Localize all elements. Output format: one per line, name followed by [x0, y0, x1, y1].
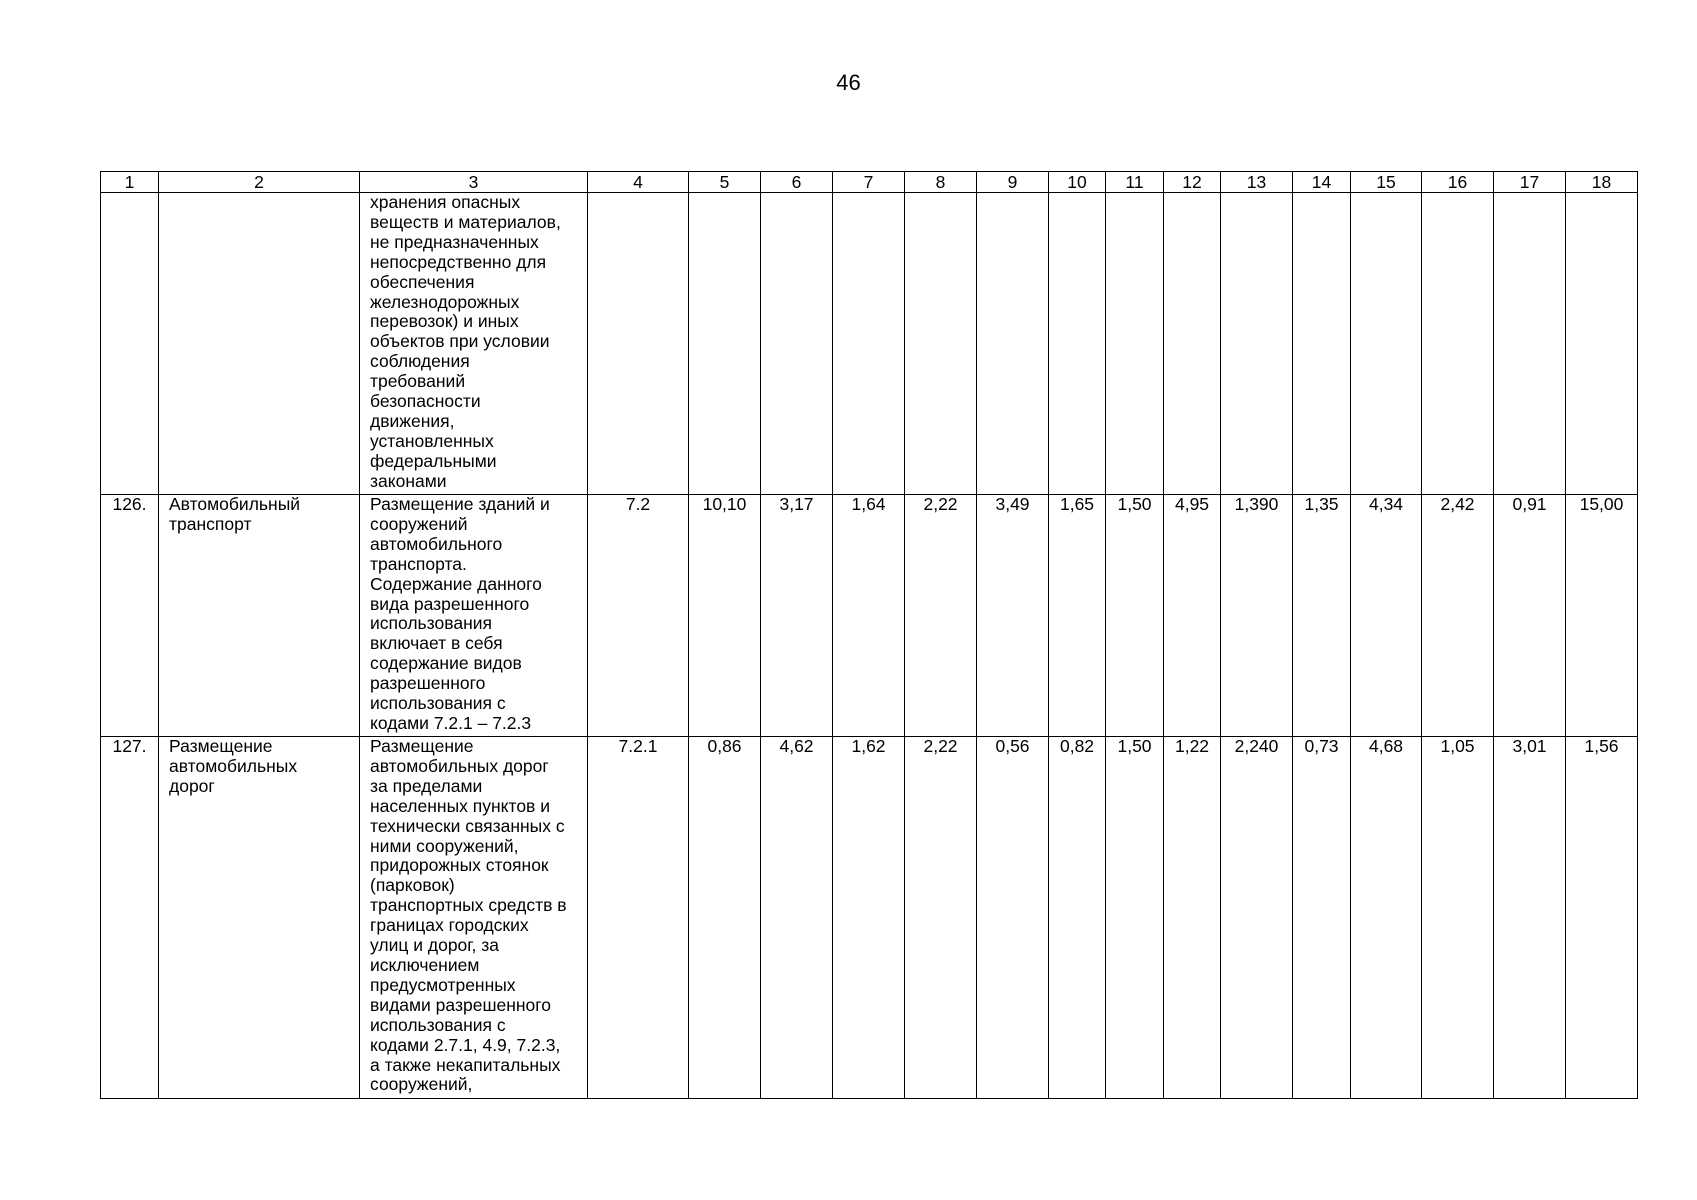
value-cell: 2,42	[1422, 495, 1494, 737]
table-row	[101, 193, 1638, 495]
value-cell	[977, 193, 1049, 495]
table-row	[101, 737, 1638, 1099]
value-cell: 3,49	[977, 495, 1049, 737]
column-header: 6	[761, 172, 833, 193]
value-cell: 0,86	[689, 737, 761, 1099]
column-header: 2	[159, 172, 360, 193]
value-cell: 1,22	[1164, 737, 1221, 1099]
value-cell: 0,91	[1494, 495, 1566, 737]
value-cell: 3,01	[1494, 737, 1566, 1099]
table-header-row	[101, 172, 1638, 193]
value-cell: 1,05	[1422, 737, 1494, 1099]
page-number: 46	[836, 70, 861, 95]
value-cell: 1,62	[833, 737, 905, 1099]
column-header: 3	[360, 172, 588, 193]
column-header: 15	[1351, 172, 1422, 193]
value-cell	[833, 193, 905, 495]
value-cell	[588, 193, 689, 495]
column-header: 18	[1566, 172, 1638, 193]
value-cell	[1106, 193, 1164, 495]
row-number-cell	[101, 193, 159, 495]
value-cell: 4,95	[1164, 495, 1221, 737]
column-header: 1	[101, 172, 159, 193]
value-cell	[1049, 193, 1106, 495]
value-cell	[905, 193, 977, 495]
value-cell: 10,10	[689, 495, 761, 737]
column-header: 11	[1106, 172, 1164, 193]
value-cell: 4,68	[1351, 737, 1422, 1099]
value-cell: 2,22	[905, 737, 977, 1099]
column-header: 12	[1164, 172, 1221, 193]
value-cell: 3,17	[761, 495, 833, 737]
data-table	[100, 171, 1638, 1099]
value-cell: 7.2.1	[588, 737, 689, 1099]
value-cell: 7.2	[588, 495, 689, 737]
column-header: 14	[1293, 172, 1351, 193]
row-number-cell: 126.	[101, 495, 159, 737]
value-cell: 1,50	[1106, 495, 1164, 737]
value-cell: 0,56	[977, 737, 1049, 1099]
column-header: 17	[1494, 172, 1566, 193]
column-header: 10	[1049, 172, 1106, 193]
value-cell: 1,56	[1566, 737, 1638, 1099]
value-cell: 1,390	[1221, 495, 1293, 737]
table-row	[101, 495, 1638, 737]
value-cell: 2,240	[1221, 737, 1293, 1099]
row-name-cell	[159, 193, 360, 495]
row-number-cell: 127.	[101, 737, 159, 1099]
column-header: 4	[588, 172, 689, 193]
value-cell: 1,50	[1106, 737, 1164, 1099]
value-cell: 2,22	[905, 495, 977, 737]
row-description-cell: Размещение зданий и сооружений автомобильного транспорта. Содержание данного вида разрешенного использования включает в себя содержание видов разрешенного использования с кодами 7.2.1 – 7.2.3	[360, 495, 588, 737]
value-cell	[1351, 193, 1422, 495]
row-name-cell: Размещение автомобильных дорог	[159, 737, 360, 1099]
value-cell: 4,34	[1351, 495, 1422, 737]
value-cell	[1566, 193, 1638, 495]
row-description-cell: хранения опасных веществ и материалов, не предназначенных непосредственно для обеспечения железнодорожных перевозок) и иных объектов при условии соблюдения требований безопасности движения, установленных федеральными законами	[360, 193, 588, 495]
value-cell: 1,35	[1293, 495, 1351, 737]
row-name-cell: Автомобильный транспорт	[159, 495, 360, 737]
column-header: 8	[905, 172, 977, 193]
value-cell	[1221, 193, 1293, 495]
column-header: 9	[977, 172, 1049, 193]
value-cell	[1422, 193, 1494, 495]
value-cell	[1494, 193, 1566, 495]
value-cell: 0,82	[1049, 737, 1106, 1099]
column-header: 5	[689, 172, 761, 193]
value-cell: 4,62	[761, 737, 833, 1099]
value-cell	[761, 193, 833, 495]
column-header: 16	[1422, 172, 1494, 193]
value-cell	[689, 193, 761, 495]
value-cell	[1164, 193, 1221, 495]
value-cell: 15,00	[1566, 495, 1638, 737]
column-header: 13	[1221, 172, 1293, 193]
value-cell: 0,73	[1293, 737, 1351, 1099]
column-header: 7	[833, 172, 905, 193]
value-cell: 1,64	[833, 495, 905, 737]
row-description-cell: Размещение автомобильных дорог за пределами населенных пунктов и технически связанных с ними сооружений, придорожных стоянок (парковок) транспортных средств в границах городских улиц и дорог, за исключением предусмотренных видами разрешенного использования с кодами 2.7.1, 4.9, 7.2.3, а также некапитальных сооружений,	[360, 737, 588, 1099]
value-cell: 1,65	[1049, 495, 1106, 737]
value-cell	[1293, 193, 1351, 495]
